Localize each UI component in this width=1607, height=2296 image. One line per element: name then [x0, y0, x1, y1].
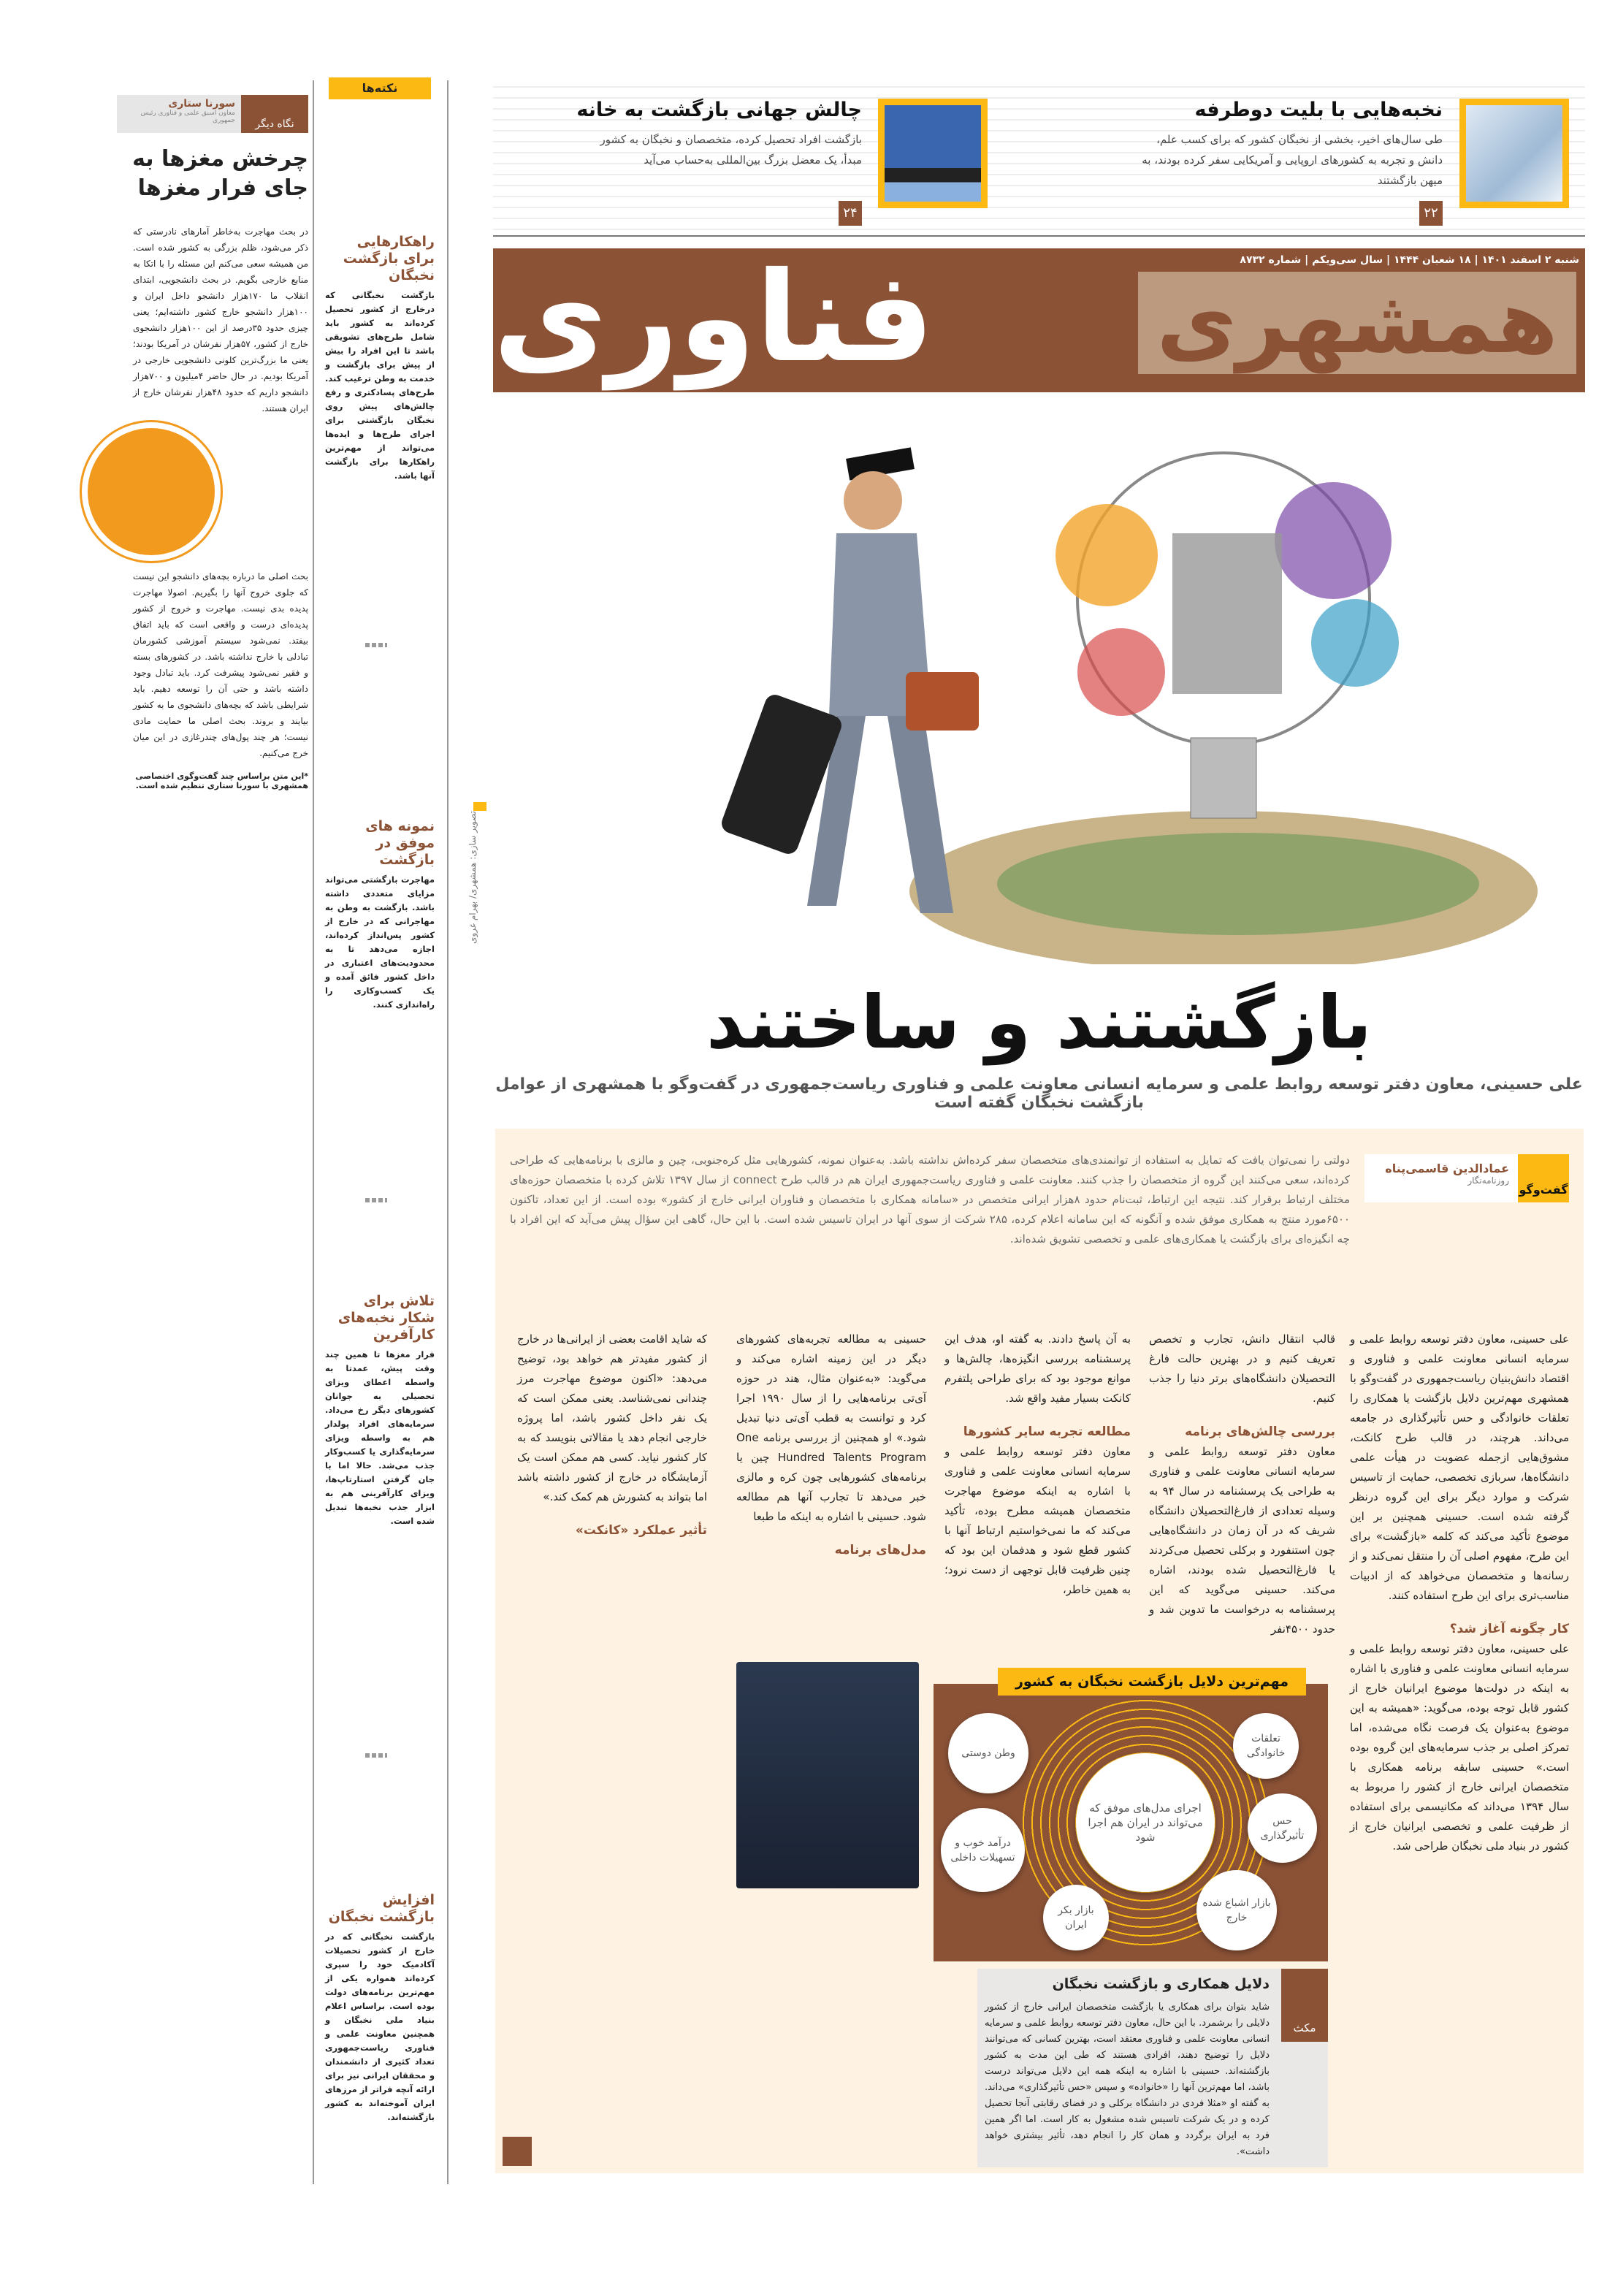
interviewee-photo: [736, 1662, 919, 1888]
issue-date-line: شنبه ۲ اسفند ۱۴۰۱ | ۱۸ شعبان ۱۴۴۴ | سال سی‌ویکم | شماره ۸۷۳۲: [1240, 254, 1579, 266]
teasers-strip: [493, 77, 1585, 230]
note-text: مهاجرت بازگشتی می‌تواند مزایای متعددی داشته باشد. بازگشت به وطن به مهاجرانی که در خارج از کشور پس‌انداز کرده‌اند، اجازه می‌دهد تا به محدودیت‌های اعتباری در داخل کشور فائق آمده و یک کسب‌وکاری را راه‌اندازی کنند.: [325, 874, 435, 1010]
paragraph: معاون دفتر توسعه روابط علمی و سرمایه انسانی معاونت علمی و فناوری به طراحی یک پرسشنامه در سال ۹۴ به وسیله تعدادی از فارغ‌التحصیلان دانشگاه شریف که در آن زمان در دانشگاه‌هایی چون استنفورد و برکلی تحصیل می‌کردند یا فارغ‌التحصیل شده بودند، اشاره می‌کند. حسینی می‌گوید که این پرسشنامه به درخواست ما تدوین شد و حدود ۴۵۰۰نفر: [1149, 1445, 1335, 1636]
note-item: [325, 1293, 435, 1528]
reason-item: وطن دوستی: [948, 1713, 1028, 1793]
paragraph: در بحث مهاجرت به‌خاطر آمارهای نادرستی که ذکر می‌شود، ظلم بزرگی به کشور شده است. من همیشه سعی می‌کنم این مسئله را با اتکا به منابع خارجی بگویم. در بحث دانشجویی، ابتدای انقلاب ما ۱۷۰هزار دانشجو داخل ایران و ۱۰۰هزار دانشجو خارج کشور داشته‌ایم؛ یعنی چیزی حدود ۳۵درصد از این ۱۰۰هزار دانشجوی خارج از کشور، ۵۷هزار نفرشان در آمریکا بودند؛ یعنی ما بزرگ‌ترین کلونی دانشجویی خارجی در آمریکا بودیم. در حال حاضر ۴میلیون و ۷۰۰هزار دانشجو داریم که حدود ۴۸هزار نفرشان خارج از ایران هستند.: [133, 226, 309, 413]
main-headline: بازگشتند و ساختند: [706, 980, 1373, 1065]
infographic-title: مهم‌ترین دلایل بازگشت نخبگان به کشور: [998, 1668, 1306, 1696]
interview-article: [495, 1129, 1584, 2173]
reason-item: درآمد خوب و تسهیلات داخلی: [941, 1808, 1025, 1892]
paragraph: بحث اصلی ما درباره بچه‌های دانشجو این نیست که جلوی خروج آنها را بگیریم. اصولا مهاجرت پدیده بدی نیست. مهاجرت و خروج از کشور پدیده‌ای درست و واقعی است که باید اتفاق بیفتد. نمی‌شود سیستم آموزشی کشورمان تبادلی با خارج نداشته باشد. در کشورهای بسته و فقیر نمی‌شود پیشرفت کرد. باید تبادل وجود داشته باشد و حتی آن را توسعه دهیم. باید شرایطی باشد که بچه‌های دانشجوی ما به کشور بیایند و بروند. بحث اصلی ما حمایت مادی نیست؛ هر چند پول‌های چندرغازی در این میان خرج می‌کنیم.: [133, 571, 308, 758]
teaser-page-number: ۲۴: [839, 201, 862, 226]
teaser-text: بازگشت افراد تحصیل کرده، متخصصان و نخبگان به کشور مبدأ، یک معضل بزرگ بین‌المللی به‌حساب می‌آید: [600, 133, 862, 167]
masthead: [493, 248, 1585, 392]
note-title: تلاش برای شکار نخبه‌های کارآفرین: [337, 1293, 435, 1343]
section-subheading: مطالعه تجربه سایر کشورها: [963, 1424, 1131, 1439]
opinion-column: [67, 95, 308, 790]
teaser-image-crowd: [878, 99, 988, 208]
column-divider: [447, 80, 448, 2184]
paragraph: که شاید اقامت بعضی از ایرانی‌ها در خارج از کشور مفیدتر هم خواهد بود، توضیح می‌دهد: «اکنون موضوع مهاجرت مرز چندانی نمی‌شناسد. یعنی ممکن است که یک نفر داخل کشور باشد، اما پروژه خارجی انجام دهد یا مقالاتی بنویسد که به کار کشور نیاید. کسی هم ممکن است یک آزمایشگاه در خارج از کشور داشته باشد اما بتواند به کشورش هم کمک کند.»: [517, 1332, 707, 1503]
end-mark: [503, 2137, 532, 2166]
note-title: راهکارهایی برای بازگشت نخبگان: [343, 234, 435, 283]
teaser-page-number: ۲۲: [1419, 201, 1443, 226]
author-name: عمادالدین قاسمی‌پناه: [1385, 1162, 1509, 1175]
teaser-text: طی سال‌های اخیر، بخشی از نخبگان کشور که برای کسب علم، دانش و تجربه به کشورهای اروپایی و آمریکایی سفر کرده بودند، به میهن بازگشتند: [1142, 133, 1443, 187]
reason-item: تعلقات خانوادگی: [1233, 1713, 1299, 1779]
paragraph: علی حسینی، معاون دفتر توسعه روابط علمی و سرمایه انسانی معاونت علمی و فناوری با اشاره به اینکه در دولت‌ها موضوع ایرانیان خارج از کشور قابل توجه بوده، می‌گوید: «همیشه به این موضوع به‌عنوان یک فرصت نگاه می‌شده، اما تمرکز اصلی بر جذب سرمایه‌های این گروه بوده است.» حسینی سابقه برنامه همکاری با متخصصان ایرانی خارج از کشور را مربوط به سال ۱۳۹۴ می‌داند که مکانیسمی برای استفاده از ظرفیت علمی و تخصصی ایرانیان خارج از کشور در بنیاد ملی نخبگان طراحی شد.: [1350, 1642, 1569, 1853]
opinion-byline: [67, 95, 308, 133]
note-item: [325, 1892, 435, 2124]
reason-center: اجرای مدل‌های موفق که می‌تواند در ایران هم اجرا شود: [1076, 1753, 1215, 1892]
article-column-2: [1149, 1330, 1335, 1639]
section-subheading: تأثیر عملکرد «کانکت»: [575, 1523, 707, 1538]
header-rule: [493, 235, 1585, 237]
paragraph: حسینی به مطالعه تجربه‌های کشورهای دیگر در این زمینه اشاره می‌کند و می‌گوید: «به‌عنوان مثال، هند در حوزه آی‌تی برنامه‌هایی را از سال ۱۹۹۰ اجرا کرد و توانست به قطب آی‌تی دنیا تبدیل شود.» او همچنین از بررسی برنامه One Hundred Talents Program چین یا برنامه‌های کشورهایی چون کره و مالزی خبر می‌دهد تا تجارب آنها هم مطالعه شود. حسینی با اشاره به اینکه ما طبعا: [736, 1332, 927, 1523]
note-title: نمونه های موفق در بازگشت: [365, 818, 435, 868]
author-role: معاون اسبق علمی و فناوری رئیس جمهوری: [140, 110, 235, 124]
note-item: [325, 818, 435, 1012]
credit-marker: [473, 802, 486, 811]
separator-dots: [365, 643, 387, 647]
opinion-title: چرخش مغزها به جای فرار مغزها: [132, 146, 308, 201]
reason-item: بازار اشباع شده خارج: [1196, 1870, 1277, 1950]
notes-label: نکته‌ها: [329, 77, 431, 99]
main-subhead: علی حسینی، معاون دفتر توسعه روابط علمی و سرمایه انسانی معاونت علمی و فناوری ریاست‌جمهوری در گفت‌وگو با همشهری از عوامل بازگشت نخبگان گفته است: [495, 1075, 1583, 1112]
paragraph: قالب انتقال دانش، تجارب و تخصص تعریف کنیم و در بهترین حالت فارغ التحصیلان دانشگاه‌های برتر دنیا را جذب کنیم.: [1149, 1332, 1335, 1405]
separator-dots: [365, 1753, 387, 1758]
teaser-title: چالش جهانی بازگشت به خانه: [576, 99, 862, 121]
note-text: فرار مغزها تا همین چند وقت پیش، عمدتا به واسطه اعطای ویزای تحصیلی به جوانان کشورهای دیگر رخ می‌داد. سرمایه‌های افراد پولدار هم به واسطه ویزای سرمایه‌گذاری یا کسب‌وکار جذب می‌شد. حالا اما با جان گرفتن استارتاپ‌ها، ویزای کارآفرینی هم به ابزار جذب نخبه‌ها تبدیل شده است.: [325, 1349, 435, 1526]
column-divider: [313, 80, 314, 2184]
reason-item: بازار بکر ایران: [1043, 1885, 1109, 1950]
section-subheading: بررسی چالش‌های برنامه: [1185, 1424, 1335, 1439]
article-column-3: [944, 1330, 1131, 1600]
teaser-image-lab: [1459, 99, 1569, 208]
makesh-box: [977, 1969, 1328, 2167]
makesh-title: دلایل همکاری و بازگشت نخبگان: [1052, 1976, 1270, 1992]
author-role: روزنامه‌نگار: [1467, 1175, 1509, 1186]
reason-item: حس تأثیرگذاری: [1248, 1793, 1317, 1863]
separator-dots: [365, 1198, 387, 1202]
signoff-note: *این متن براساس چند گفت‌وگوی اختصاصی همشهری با سورنا ستاری تنظیم شده است.: [135, 771, 308, 790]
main-illustration: [493, 409, 1585, 964]
newspaper-logo: همشهری: [1138, 272, 1576, 374]
paragraph: معاون دفتر توسعه روابط علمی و سرمایه انسانی معاونت علمی و فناوری با اشاره به اینکه موضوع مهاجرت متخصصان همیشه مطرح بوده، تأکید می‌کند که ما نمی‌خواستیم ارتباط آنها با کشور قطع شود و هدفمان این بود که چنین ظرفیت قابل توجهی از دست نرود؛ به همین خاطر،: [944, 1445, 1131, 1596]
byline: [1364, 1154, 1569, 1202]
note-title: افزایش بازگشت نخبگان: [328, 1892, 435, 1925]
infographic: [934, 1674, 1328, 1961]
briefcase-icon: [906, 672, 979, 731]
section-subheading: مدل‌های برنامه: [834, 1543, 926, 1557]
section-subheading: کار چگونه آغاز شد؟: [1449, 1622, 1569, 1636]
opinion-tag: نگاه دیگر: [241, 95, 308, 133]
article-column-4: [736, 1330, 926, 1560]
graduate-man-figure: [719, 447, 979, 913]
note-text: بازگشت نخبگانی که در خارج از کشور تحصیلات آکادمیک خود را سپری کرده‌اند همواره یکی از مهم‌ترین برنامه‌های دولت بوده است. براساس اعلام بنیاد ملی نخبگان و همچنین معاونت علمی و فناوری ریاست‌جمهوری تعداد کثیری از دانشمندان و محققان ایرانی نیز برای ارائه آنچه فراتر از مرزهای ایران آموخته‌اند به کشور بازگشته‌اند.: [325, 1931, 435, 2122]
paragraph: علی حسینی، معاون دفتر توسعه روابط علمی و سرمایه انسانی معاونت علمی و فناوری و اقتصاد دانش‌بنیان ریاست‌جمهوری در گفت‌وگو با همشهری مهم‌ترین دلایل بازگشت یا همکاری را تعلقات خانوادگی و حس تأثیرگذاری در جامعه می‌داند. هرچند، در قالب طرح کانکت، مشوق‌هایی ازجمله عضویت در هیأت علمی دانشگاه‌ها، سربازی تخصصی، حمایت از تاسیس شرکت و موارد دیگر برای این گروه درنظر گرفته شده است. حسینی همچنین بر این موضوع تأکید می‌کند که کلمه «بازگشت» برای این طرح، مفهوم اصلی آن را منتقل نمی‌کند و از رسانه‌ها و متخصصان می‌خواهد که از ادبیات مناسب‌تری برای این طرح استفاده کنند.: [1350, 1332, 1569, 1602]
article-tag: گفت‌وگو: [1518, 1154, 1569, 1202]
makesh-tag: مکث: [1281, 1969, 1328, 2042]
article-column-1: [1350, 1330, 1569, 1856]
article-lead: دولتی را نمی‌توان یافت که تمایل به استفاده از توانمندی‌های متخصصان سفر کرده‌اش نداشته باشد. به‌عنوان نمونه، کشورهایی مثل کره‌جنوبی، چین و مالزی با برنامه‌هایی که طراحی کرده‌اند، سعی می‌کنند این گروه از متخصصان را جذب کنند. معاونت علمی و فناوری ریاست‌جمهوری ایران هم در قالب طرح connect از سال ۱۳۹۷ تلاش کرده با متخصصان حوزه‌های مختلف ارتباط برقرار کند. نتیجه این ارتباط، ثبت‌نام حدود ۸هزار ایرانی متخصص در «سامانه همکاری با متخصصان و فناوران ایرانی خارج از کشور» بوده است. از این تعداد، تاکنون ۶۵۰۰مورد منتج به همکاری موفق شده و آنگونه که این سامانه اعلام کرده، ۲۸۵ شرکت از سوی آنها در ایران تاسیس شده است. با این حال، گاهی این سؤال پیش می‌آید که این افراد با چه انگیزه‌ای برای بازگشت یا همکاری‌های علمی و تخصصی تشویق شده‌اند.: [510, 1153, 1350, 1246]
teaser-title: نخبه‌هایی با بلیت دوطرفه: [1194, 99, 1443, 121]
note-item: [325, 234, 435, 483]
photo-credit: تصویر سازی: همشهری/ بهرام غروی: [467, 811, 478, 945]
note-text: بازگشت نخبگانی که درخارج از کشور تحصیل کرده‌اند به کشور باید شامل طرح‌های تشویقی باشد تا این افراد را بیش از پیش برای بازگشت و خدمت به وطن ترغیب کند. طرح‌های پسادکتری و رفع چالش‌های پیش روی نخبگان بازگشتی برای اجرای طرح‌ها و ایده‌ها می‌تواند از مهم‌ترین راهکارها برای بازگشت آنها باشد.: [325, 290, 435, 481]
article-column-5: [517, 1330, 707, 1541]
makesh-text: شاید بتوان برای همکاری یا بازگشت متخصصان ایرانی خارج از کشور دلایلی را برشمرد. با این حال، معاون دفتر توسعه روابط علمی و سرمایه انسانی معاونت علمی و فناوری معتقد است، بهترین کسانی که می‌توانند دلایل را توضیح دهند، افرادی هستند که طی این مدت به کشور بازگشته‌اند. حسینی با اشاره به اینکه همه این دلایل می‌تواند درست باشد، اما مهم‌ترین آنها را «خانواده» و سپس «حس تأثیرگذاری» می‌داند. به گفته او «مثلا فردی در دانشگاه برکلی و در فضای رقابتی آنجا تحصیل کرده و در یک شرکت تاسیس شده مشغول به کار است. اما اگر همین فرد به ایران برگردد و همان کار را انجام دهد، تأثیر بیشتری خواهد داشت».: [985, 2002, 1270, 2157]
globe-figures-icon: [82, 422, 221, 561]
author-name: سورنا ستاری: [168, 98, 235, 110]
section-title: فناوری: [493, 248, 934, 390]
paragraph: به آن پاسخ دادند. به گفته او، هدف این پرسشنامه بررسی انگیزه‌ها، چالش‌ها و موانع موجود بود که برای طراحی پلتفرم کانکت بسیار مفید واقع شد.: [944, 1332, 1131, 1405]
